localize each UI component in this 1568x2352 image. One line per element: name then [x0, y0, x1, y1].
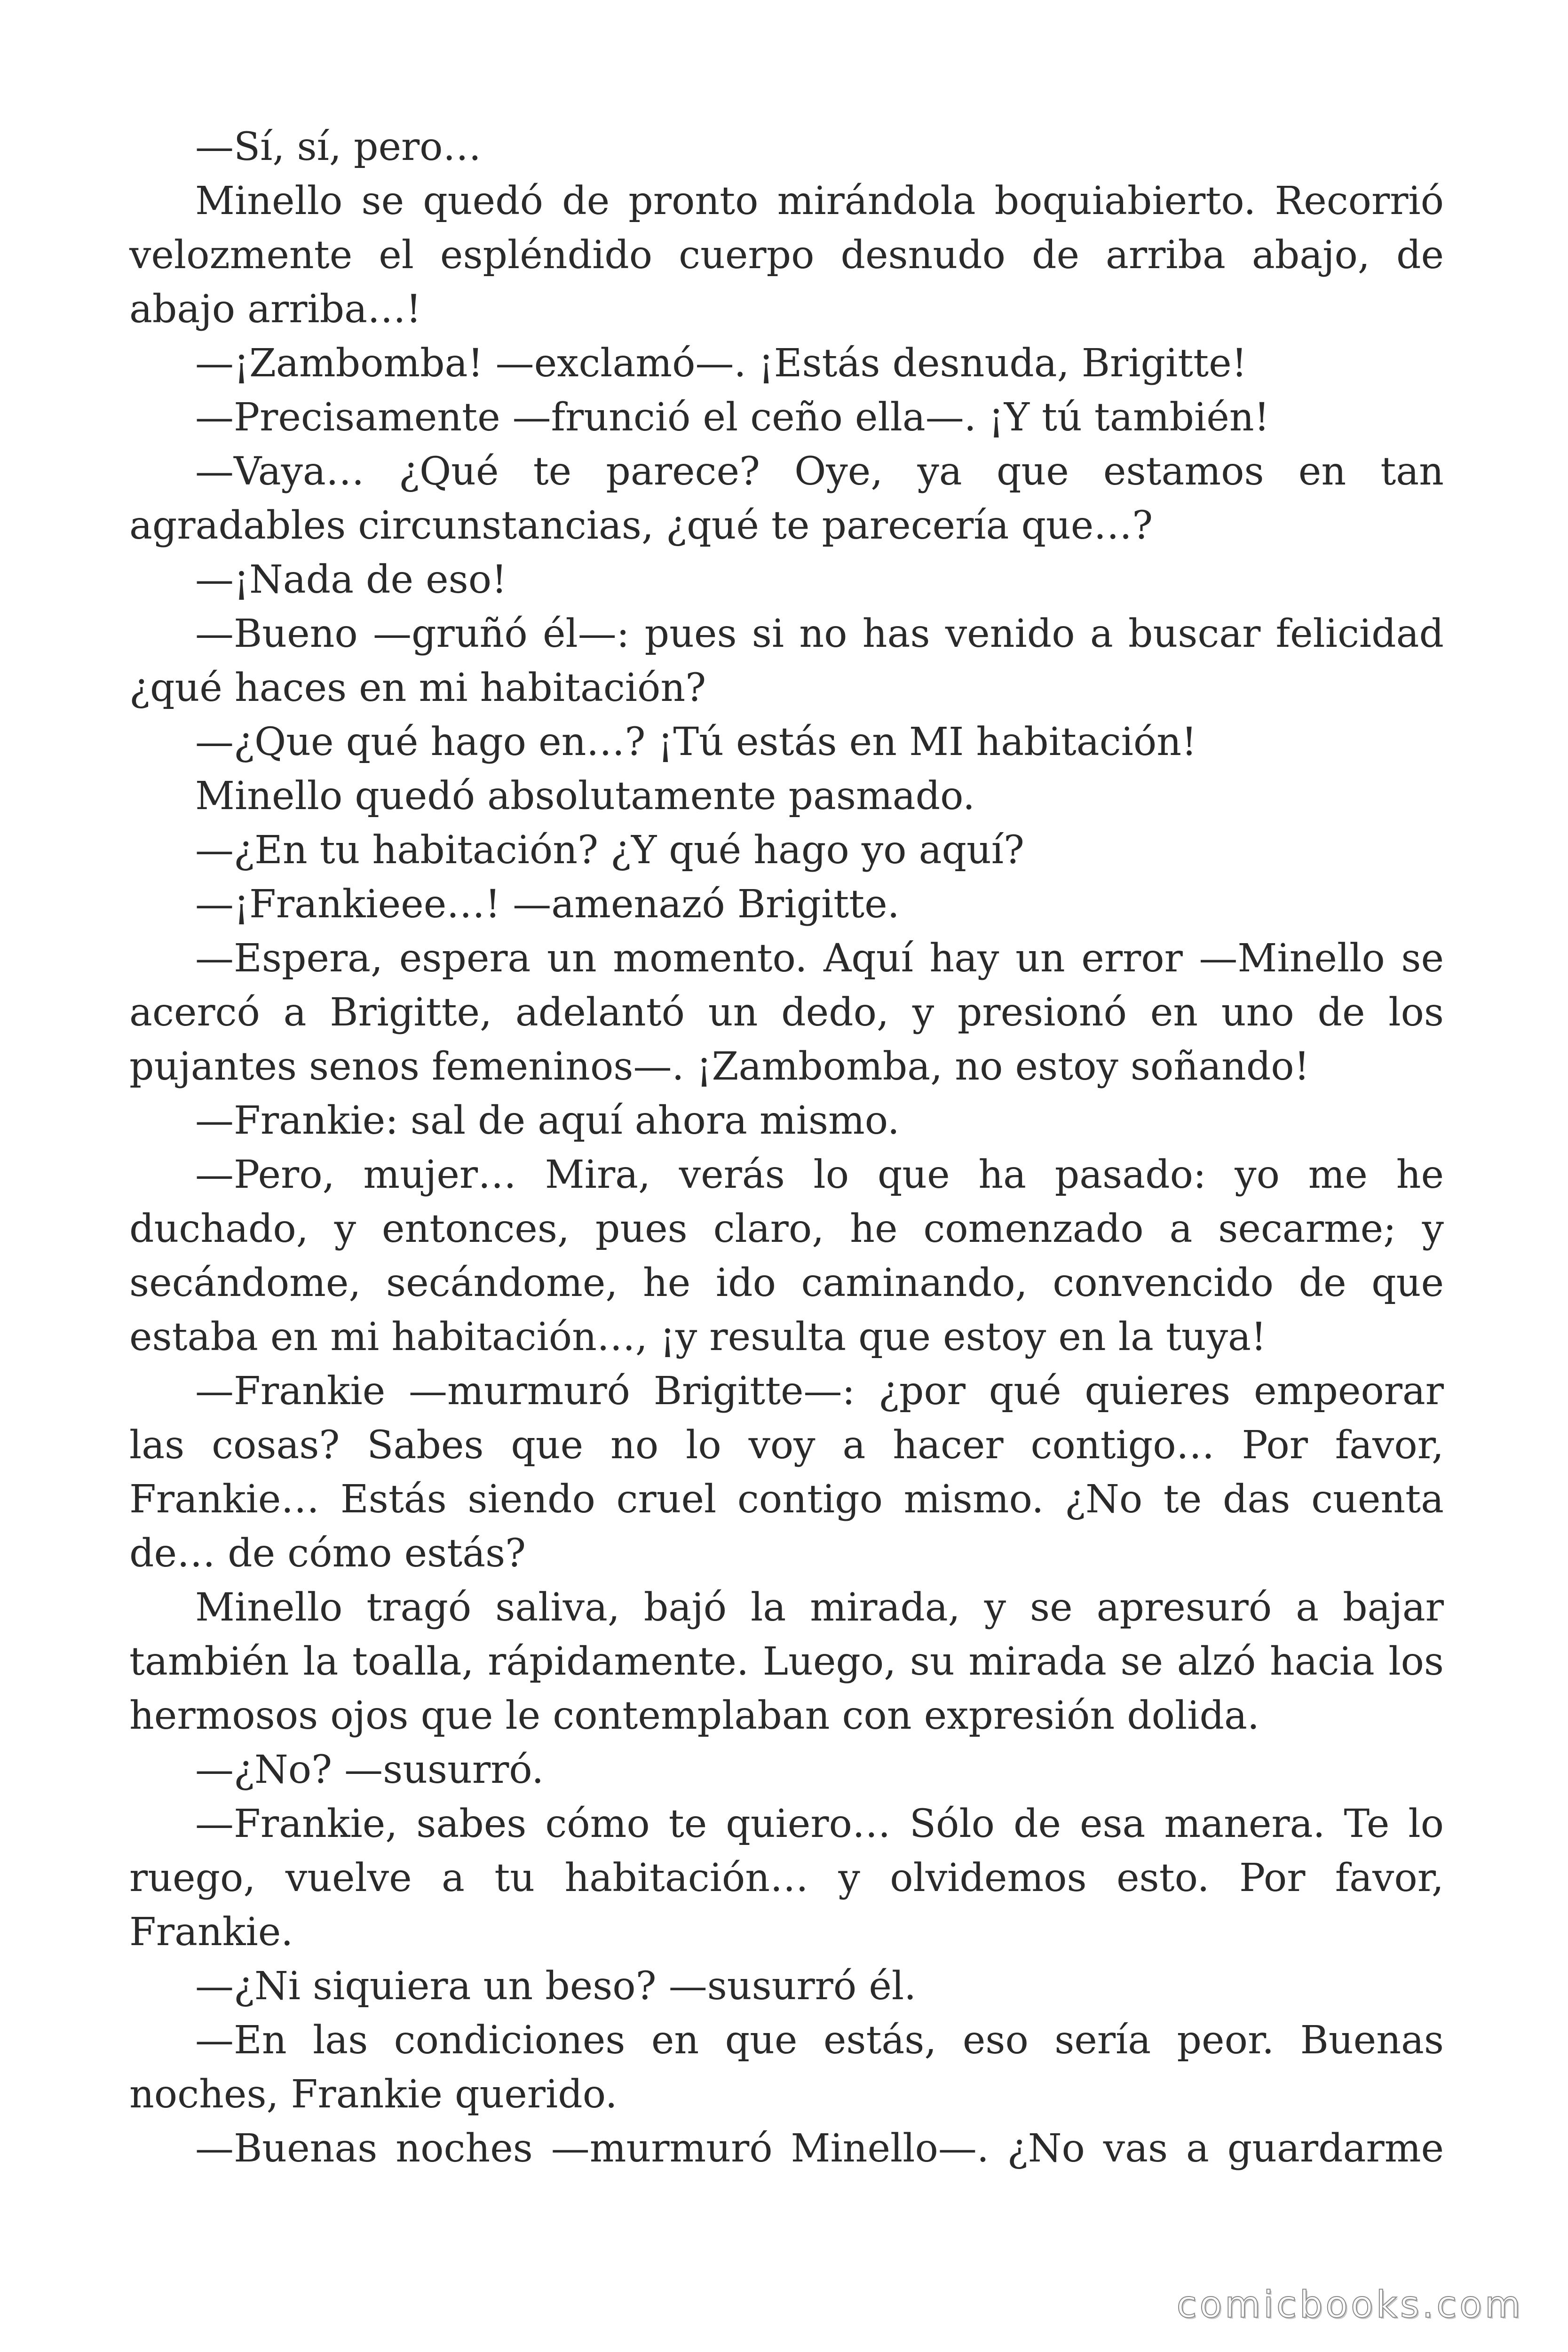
body-text	[129, 120, 1444, 2176]
paragraph: —¿Que qué hago en…? ¡Tú estás en MI habitación!	[195, 720, 1197, 764]
paragraph: Minello tragó saliva, bajó la mirada, y se apresuró a bajar también la toalla, rápidamente. Luego, su mirada se alzó hacia los hermosos ojos que le contemplaban con expresión dolida.	[129, 1585, 1444, 1738]
paragraph: —Bueno —gruñó él—: pues si no has venido a buscar felicidad ¿qué haces en mi habitación?	[129, 612, 1444, 710]
paragraph: —Precisamente —frunció el ceño ella—. ¡Y tú también!	[195, 395, 1270, 440]
paragraph: —¿Ni siquiera un beso? —susurró él.	[195, 1964, 917, 2009]
paragraph: —En las condiciones en que estás, eso sería peor. Buenas noches, Frankie querido.	[129, 2018, 1444, 2117]
watermark: comicbooks.com	[1176, 2284, 1523, 2326]
paragraph: —¡Frankieee…! —amenazó Brigitte.	[195, 882, 900, 927]
paragraph: —Frankie: sal de aquí ahora mismo.	[195, 1098, 900, 1143]
paragraph: —Vaya… ¿Qué te parece? Oye, ya que estamos en tan agradables circunstancias, ¿qué te parecería que…?	[129, 449, 1444, 548]
paragraph: —¿No? —susurró.	[195, 1748, 544, 1792]
paragraph: Minello quedó absolutamente pasmado.	[195, 774, 975, 818]
paragraph: —Frankie —murmuró Brigitte—: ¿por qué quieres empeorar las cosas? Sabes que no lo voy a hacer contigo… Por favor, Frankie… Estás siendo cruel contigo mismo. ¿No te das cuenta de… de cómo estás?	[129, 1369, 1444, 1576]
paragraph: —Frankie, sabes cómo te quiero… Sólo de esa manera. Te lo ruego, vuelve a tu habitación… y olvidemos esto. Por favor, Frankie.	[129, 1802, 1444, 1955]
paragraph: —Sí, sí, pero…	[195, 125, 482, 169]
paragraph: —¿En tu habitación? ¿Y qué hago yo aquí?	[195, 828, 1024, 873]
paragraph: —Buenas noches —murmuró Minello—. ¿No vas a guardarme	[195, 2126, 1444, 2171]
paragraph: —Espera, espera un momento. Aquí hay un error —Minello se acercó a Brigitte, adelantó un dedo, y presionó en uno de los pujantes senos femeninos—. ¡Zambomba, no estoy soñando!	[129, 936, 1444, 1089]
paragraph: —¡Nada de eso!	[195, 557, 507, 602]
paragraph: —Pero, mujer… Mira, verás lo que ha pasado: yo me he duchado, y entonces, pues claro, he comenzado a secarme; y secándome, secándome, he ido caminando, convencido de que estaba en mi habitación…, ¡y resulta que estoy en la tuya!	[129, 1152, 1444, 1359]
paragraph: Minello se quedó de pronto mirándola boquiabierto. Recorrió velozmente el espléndido cuerpo desnudo de arriba abajo, de abajo arriba…!	[129, 179, 1444, 332]
paragraph: —¡Zambomba! —exclamó—. ¡Estás desnuda, Brigitte!	[195, 341, 1247, 386]
